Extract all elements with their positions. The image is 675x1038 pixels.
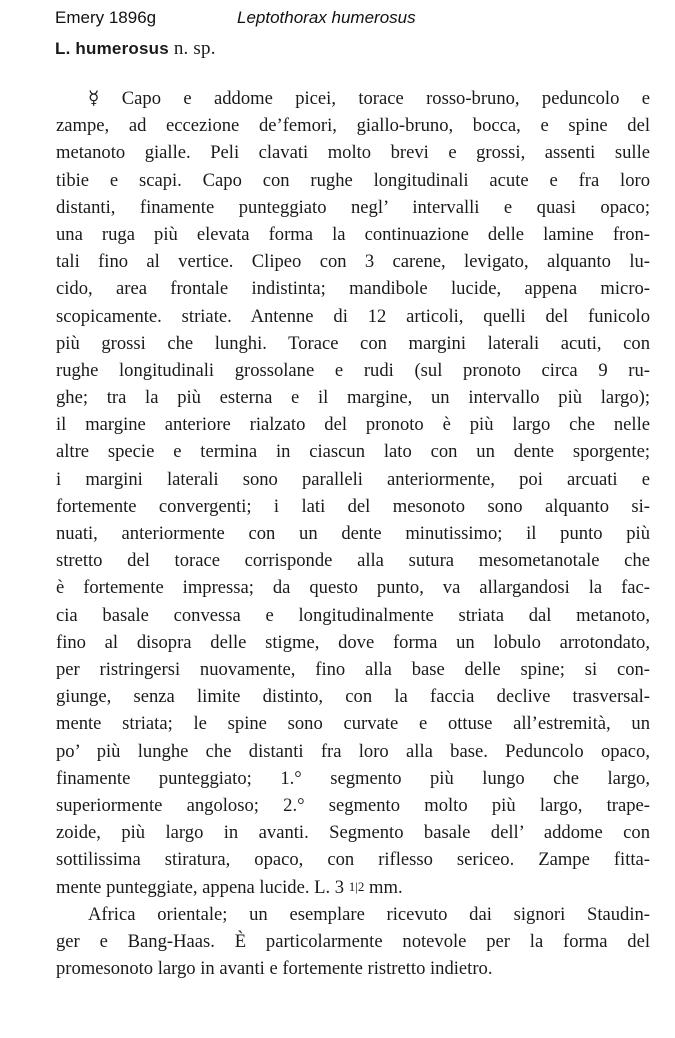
text-line: altre specie e termina in ciascun lato con un dente sporgente; <box>56 441 650 463</box>
measurement-text: mente punteggiate, appena lucide. L. 3 <box>56 877 345 899</box>
text-line: tibie e scapi. Capo con rughe longitudinali acute e fra loro <box>56 169 650 191</box>
text-line: metanoto gialle. Peli clavati molto brevi e grossi, assenti sulle <box>56 142 650 164</box>
text-line: una ruga più elevata forma la continuazione delle lamine fron- <box>56 223 650 245</box>
species-status: n. sp. <box>173 38 216 59</box>
page-header <box>55 8 655 30</box>
text-line: ghe; tra la più esterna e il margine, un intervallo più largo); <box>56 387 650 409</box>
text-line: mente striata; le spine sono curvate e ottuse all’estremità, un <box>56 713 650 735</box>
text-line: cia basale convessa e longitudinalmente striata dal metanoto, <box>56 604 650 626</box>
text-line: superiormente angoloso; 2.° segmento molto più largo, trape- <box>56 794 650 816</box>
text-line: i margini laterali sono paralleli anteriormente, poi arcuati e <box>56 468 650 490</box>
measurement-line <box>56 873 650 900</box>
text-line: sottilissima stiratura, opaco, con riflesso sericeo. Zampe fitta- <box>56 849 650 871</box>
text-line: ger e Bang-Haas. È particolarmente notevole per la forma del <box>56 930 650 952</box>
text-line: tali fino al vertice. Clipeo con 3 carene, levigato, alquanto lu- <box>56 251 650 273</box>
species-name: L. humerosus <box>55 39 169 58</box>
text-line: il margine anteriore rialzato del pronoto è più largo che nelle <box>56 414 650 436</box>
text-line: più grossi che lunghi. Torace con margini laterali acuti, con <box>56 332 650 354</box>
text-line: scopicamente. striate. Antenne di 12 articoli, quelli del funicolo <box>56 305 650 327</box>
text-line: distanti, finamente punteggiato negl’ intervalli e quasi opaco; <box>56 196 650 218</box>
text-line: promesonoto largo in avanti e fortemente ristretto indietro. <box>56 958 493 979</box>
description-text <box>56 85 650 982</box>
measurement-unit: mm. <box>369 877 403 899</box>
text-line: cido, area frontale indistinta; mandibole lucide, appena micro- <box>56 278 650 300</box>
text-line: fino al disopra delle stigme, dove forma un lobulo arrotondato, <box>56 631 650 653</box>
text-line: zampe, ad eccezione de’femori, giallo-bruno, bocca, e spine del <box>56 115 650 137</box>
citation: Emery 1896g <box>55 8 157 27</box>
text-line: nuati, anteriormente con un dente minutissimo; il punto più <box>56 523 650 544</box>
species-heading <box>55 38 216 60</box>
taxon-title: Leptothorax humerosus <box>237 8 416 27</box>
text-line: stretto del torace corrisponde alla sutura mesometanotale che <box>56 550 650 572</box>
measurement-fraction: 1|2 <box>348 879 365 895</box>
text-line: po’ più lunghe che distanti fra loro alla base. Peduncolo opaco, <box>56 740 650 762</box>
text-line: zoide, più largo in avanti. Segmento basale dell’ addome con <box>56 822 650 844</box>
text-line: giunge, senza limite distinto, con la faccia declive trasversal- <box>56 686 650 708</box>
text-line: finamente punteggiato; 1.° segmento più lungo che largo, <box>56 767 650 789</box>
text-line: ☿ Capo e addome picei, torace rosso-bruno, peduncolo e <box>88 88 650 109</box>
text-line: fortemente convergenti; i lati del mesonoto sono alquanto si- <box>56 495 650 517</box>
text-line: Africa orientale; un esemplare ricevuto dai signori Staudin- <box>88 903 650 925</box>
text-line: per ristringersi nuovamente, fino alla base delle spine; si con- <box>56 658 650 680</box>
text-line: rughe longitudinali grossolane e rudi (sul pronoto circa 9 ru- <box>56 359 650 381</box>
text-line: è fortemente impressa; da questo punto, va allargandosi la fac- <box>56 577 650 599</box>
